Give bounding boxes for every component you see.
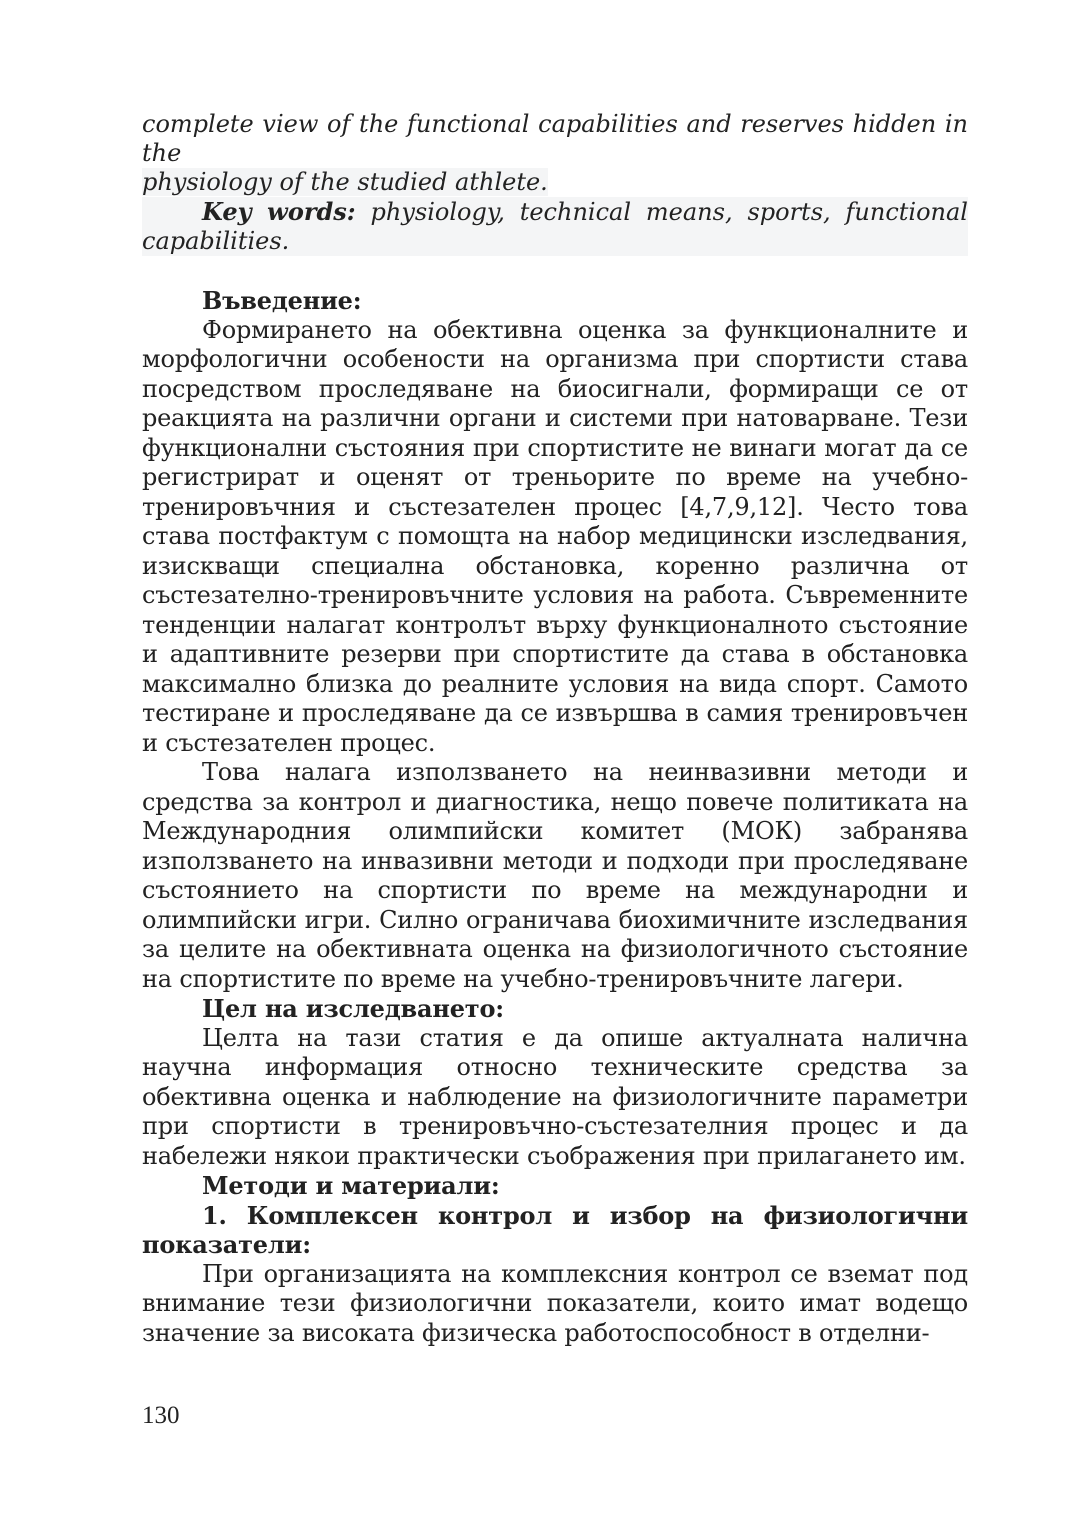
page-number: 130	[142, 1402, 180, 1429]
introduction-heading: Въведение:	[202, 286, 362, 315]
introduction-paragraph-1: Формирането на обективна оценка за функционалните и морфологични особености на организма при спортисти става посредством проследяване на биосигнали, формиращи се от реакцията на различни органи и системи при натоварване. Тези функционални състояния при спортистите не винаги могат да се регистрират и оценят от треньорите по време на учебно-тренировъчния и състезателен процес [4,7,9,12]. Често това става постфактум с помощта на набор медицински изследвания, изискващи специална обстановка, коренно различна от състезателно-тренировъчните условия на работа. Съвременните тенденции налагат контролът върху функционалното състояние и адаптивните резерви при спортистите да става в обстановка максимално близка до реалните условия на вида спорт. Самото тестиране и проследяване да се извършва в самия тренировъчен и състезателен процес.	[142, 315, 968, 757]
page-content	[142, 110, 968, 1348]
abstract-text-line-1: complete view of the functional capabilities and reserves hidden in the	[142, 110, 968, 167]
section-spacer	[142, 256, 968, 286]
abstract-text-line-2: physiology of the studied athlete.	[142, 168, 548, 196]
keywords-paragraph	[142, 197, 968, 256]
abstract-continuation	[142, 110, 968, 256]
aim-heading: Цел на изследването:	[202, 994, 504, 1023]
aim-paragraph: Целта на тази статия е да опише актуалната налична научна информация относно техническите средства за обективна оценка и наблюдение на физиологичните параметри при спортисти в тренировъчно-състезателния процес и да набележи някои практически съображения при прилагането им.	[142, 1023, 968, 1170]
introduction-paragraph-2: Това налага използването на неинвазивни методи и средства за контрол и диагностика, нещо повече политиката на Международния олимпийски комитет (МОК) забранява използването на инвазивни методи и подходи при проследяване състоянието на спортисти по време на международни и олимпийски игри. Силно ограничава биохимичните изследвания за целите на обективната оценка на физиологичното състояние на спортистите по време на учебно-тренировъчните лагери.	[142, 758, 968, 993]
methods-heading: Методи и материали:	[202, 1171, 500, 1200]
methods-paragraph: При организацията на комплексния контрол се вземат под внимание тези физиологични показатели, които имат водещо значение за високата физическа работоспособност в отделни-	[142, 1259, 968, 1347]
article-body	[142, 286, 968, 1348]
keywords-text: physiology, technical means, sports, functional capabilities.	[142, 198, 968, 255]
methods-subheading: 1. Комплексен контрол и избор на физиологични показатели:	[142, 1200, 968, 1259]
abstract-text-line-2-wrap	[142, 168, 968, 197]
keywords-label: Key words:	[202, 197, 356, 226]
